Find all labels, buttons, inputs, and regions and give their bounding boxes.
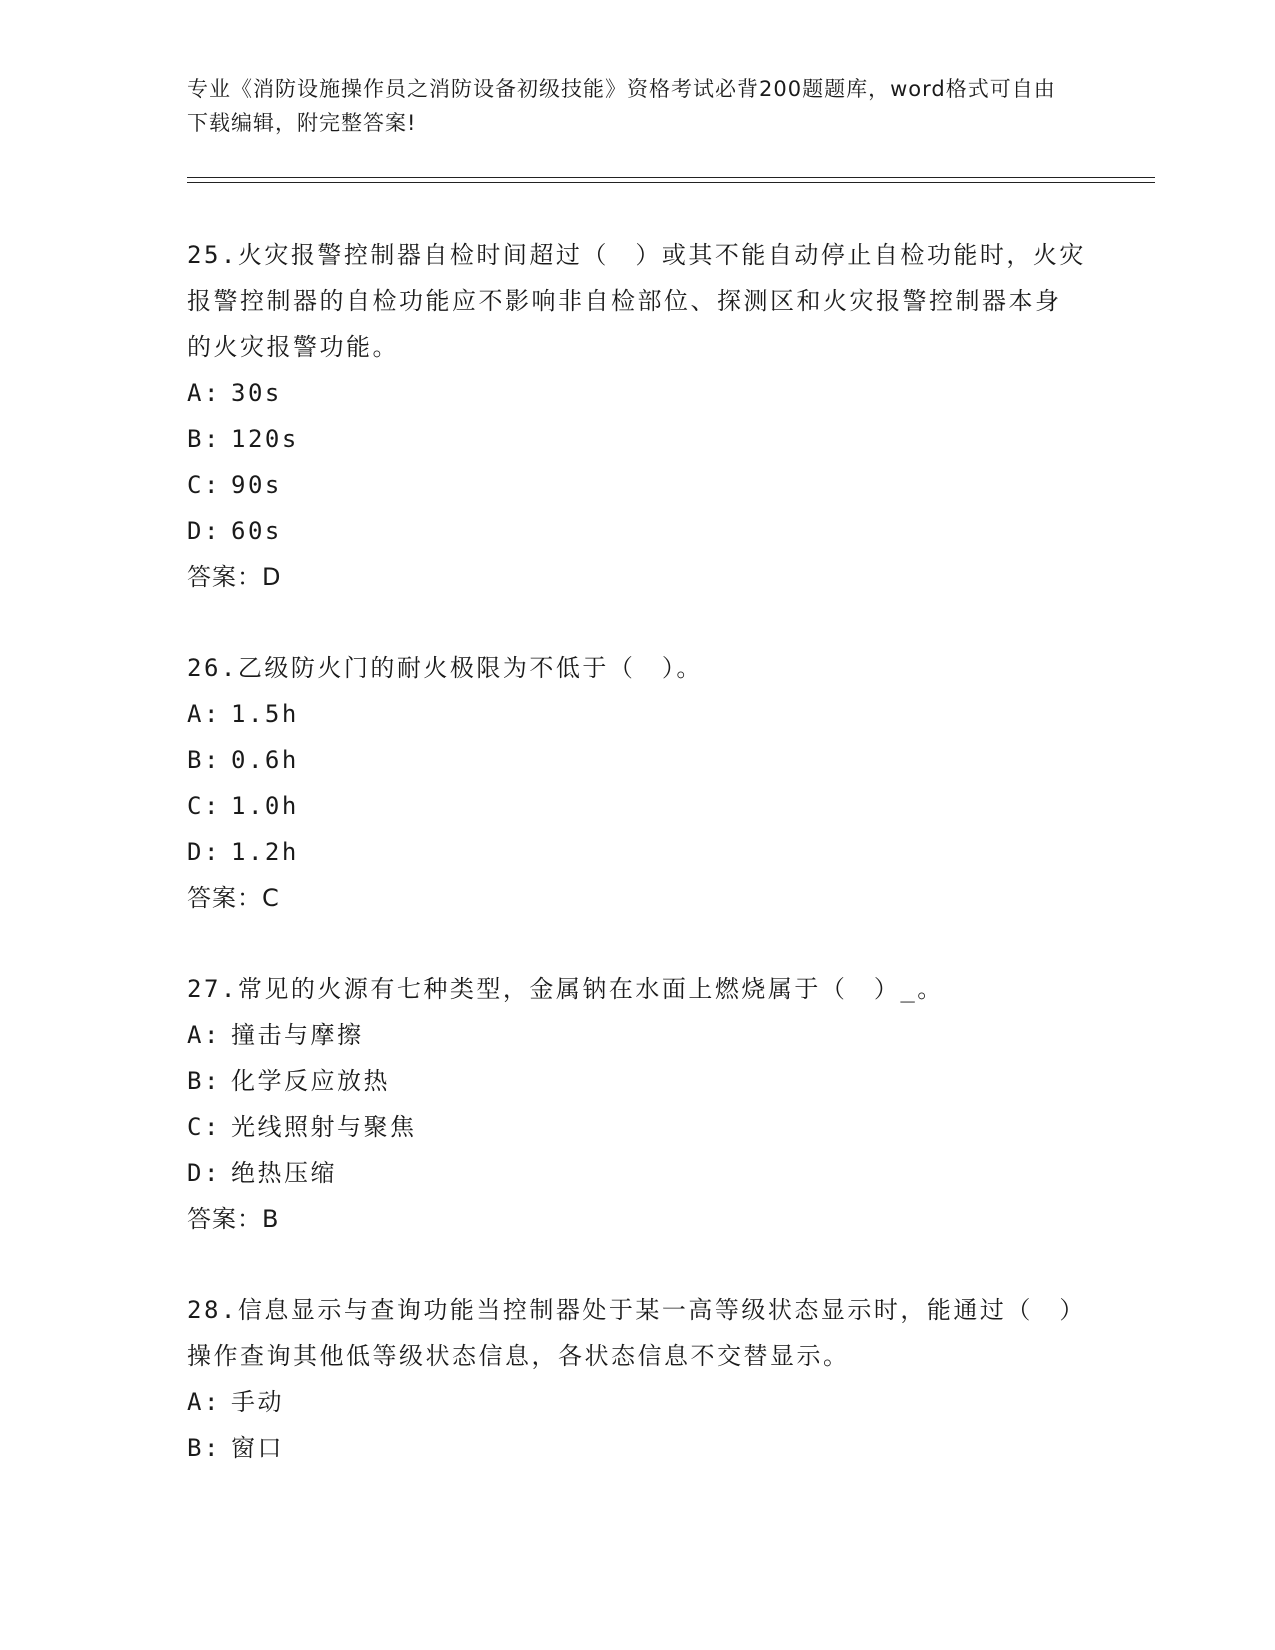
question-28	[187, 1287, 1087, 1471]
option-d	[187, 508, 1087, 554]
option-letter: A:	[187, 700, 221, 728]
option-letter: C:	[187, 471, 221, 499]
option-text: 1.2h	[231, 838, 299, 866]
option-letter: A:	[187, 1388, 221, 1416]
option-text: 撞击与摩擦	[231, 1021, 364, 1049]
option-text: 化学反应放热	[231, 1067, 390, 1095]
option-letter: B:	[187, 1067, 221, 1095]
option-a	[187, 370, 1087, 416]
option-letter: C:	[187, 792, 221, 820]
option-letter: A:	[187, 379, 221, 407]
option-a	[187, 1379, 1087, 1425]
question-stem: 27.常见的火源有七种类型，金属钠在水面上燃烧属于（ ）_。	[187, 975, 944, 1003]
option-text: 1.5h	[231, 700, 299, 728]
option-letter: A:	[187, 1021, 221, 1049]
option-text: 窗口	[231, 1434, 284, 1462]
answer-line: 答案：C	[187, 884, 280, 912]
option-letter: D:	[187, 1159, 221, 1187]
option-text: 绝热压缩	[231, 1159, 337, 1187]
option-letter: C:	[187, 1113, 221, 1141]
option-b	[187, 737, 1087, 783]
option-a	[187, 1012, 1087, 1058]
option-letter: B:	[187, 746, 221, 774]
question-stem: 25.火灾报警控制器自检时间超过（ ）或其不能自动停止自检功能时，火灾报警控制器的自检功能应不影响非自检部位、探测区和火灾报警控制器本身的火灾报警功能。	[187, 241, 1086, 361]
header-divider-bottom	[187, 182, 1155, 183]
option-text: 0.6h	[231, 746, 299, 774]
question-25	[187, 232, 1087, 600]
option-b	[187, 1425, 1087, 1471]
document-header: 专业《消防设施操作员之消防设备初级技能》资格考试必背200题题库，word格式可自由下载编辑，附完整答案!	[187, 77, 1056, 135]
option-text: 120s	[231, 425, 299, 453]
option-letter: B:	[187, 1434, 221, 1462]
header-divider-top	[187, 177, 1155, 178]
option-d	[187, 1150, 1087, 1196]
option-text: 30s	[231, 379, 282, 407]
option-text: 90s	[231, 471, 282, 499]
option-letter: D:	[187, 517, 221, 545]
option-text: 1.0h	[231, 792, 299, 820]
option-c	[187, 1104, 1087, 1150]
question-27	[187, 966, 1087, 1242]
option-letter: D:	[187, 838, 221, 866]
option-letter: B:	[187, 425, 221, 453]
option-d	[187, 829, 1087, 875]
option-text: 60s	[231, 517, 282, 545]
option-a	[187, 691, 1087, 737]
answer-line: 答案：B	[187, 1205, 280, 1233]
option-b	[187, 1058, 1087, 1104]
option-c	[187, 783, 1087, 829]
question-26	[187, 645, 1087, 921]
question-stem: 26.乙级防火门的耐火极限为不低于（ ）。	[187, 654, 703, 682]
option-c	[187, 462, 1087, 508]
option-text: 光线照射与聚焦	[231, 1113, 417, 1141]
question-stem: 28.信息显示与查询功能当控制器处于某一高等级状态显示时，能通过（ ）操作查询其他低等级状态信息，各状态信息不交替显示。	[187, 1296, 1086, 1370]
answer-line: 答案：D	[187, 563, 282, 591]
option-b	[187, 416, 1087, 462]
option-text: 手动	[231, 1388, 284, 1416]
